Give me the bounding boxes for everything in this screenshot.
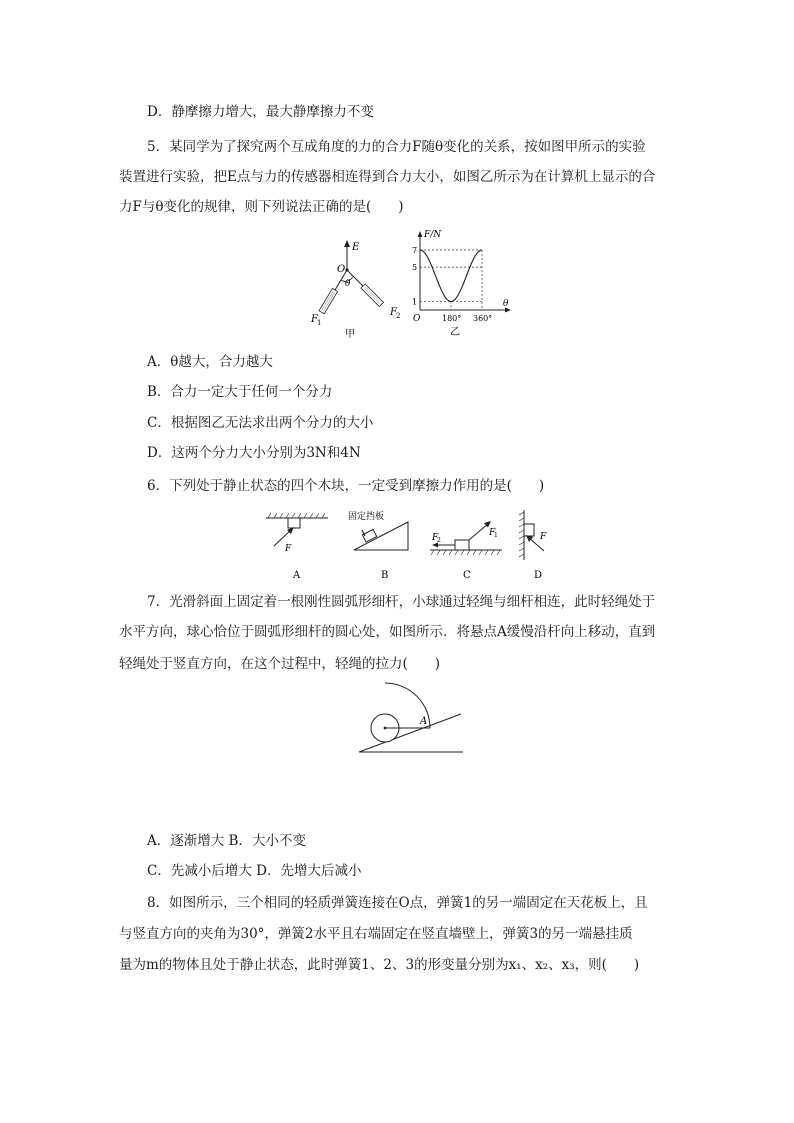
q6-figure-c (430, 521, 502, 581)
caption-d: D (534, 570, 543, 581)
q7-stem-line-2: 水平方向，球心恰位于圆弧形细杆的圆心处，如图所示．将悬点A缓慢沿杆向上移动，直到 (119, 624, 656, 640)
label-f1: F (311, 314, 318, 325)
block-a (288, 518, 300, 528)
q5-figure-yi (408, 228, 518, 340)
q4-option-d: D．静摩擦力增大，最大静摩擦力不变 (147, 104, 374, 120)
q5-figure-jia (305, 236, 405, 346)
q6-figures (262, 508, 562, 583)
q7-stem-line-1: 7．光滑斜面上固定着一根刚性圆弧形细杆，小球通过轻绳与细杆相连，此时轻绳处于 (147, 594, 656, 610)
incline-b (354, 522, 408, 550)
series-line-f (420, 250, 482, 301)
label-o: O (337, 264, 346, 275)
y-axis-label: F/N (424, 230, 442, 240)
label-theta: θ (345, 279, 351, 289)
q8-stem-line-3: 量为m的物体且处于静止状态，此时弹簧1、2、3的形变量分别为x₁、x₂、x₃，则( ) (119, 957, 640, 973)
force-f1-arrow (469, 523, 489, 540)
q7-options-cd: C．先减小后增大 D．先增大后减小 (147, 863, 362, 879)
block-c (455, 540, 469, 550)
caption-a: A (293, 570, 301, 581)
sensor-f1 (319, 288, 338, 313)
q5-option-d: D．这两个分力大小分别为3N和4N (147, 445, 361, 461)
q5-option-c: C．根据图乙无法求出两个分力的大小 (147, 415, 374, 431)
label-fixed-board: 固定挡板 (348, 512, 385, 522)
force-a-label: F (285, 544, 292, 554)
force-d-label: F (540, 532, 547, 542)
ball-center (384, 727, 387, 730)
x-tick-label-360: 360° (473, 314, 493, 323)
caption-jia: 甲 (345, 329, 355, 340)
q7-stem-line-3: 轻绳处于竖直方向，在这个过程中，轻绳的拉力( ) (119, 656, 441, 672)
block-d (524, 524, 534, 536)
x-axis-label: θ (503, 299, 509, 309)
q8-stem-line-1: 8．如图所示，三个相同的轻质弹簧连接在O点，弹簧1的另一端固定在天花板上，且 (147, 895, 648, 911)
label-a: A (420, 716, 428, 727)
q6-figure-d (519, 510, 547, 581)
label-f1-sub: 1 (317, 319, 322, 327)
y-tick-label-1: 1 (412, 297, 418, 307)
caption-b: B (381, 570, 389, 581)
q7-options-ab: A．逐渐增大 B．大小不变 (147, 833, 306, 849)
caption-yi: 乙 (450, 327, 460, 338)
q6-stem: 6．下列处于静止状态的四个木块，一定受到摩擦力作用的是( ) (147, 478, 545, 494)
q5-option-a: A．θ越大，合力越大 (147, 354, 273, 370)
force-f2-sub: 2 (437, 537, 441, 544)
label-f2-sub: 2 (396, 312, 401, 320)
sensor-f2 (361, 284, 384, 307)
label-e: E (352, 242, 360, 253)
label-f2: F (390, 307, 397, 318)
arrow-e (344, 240, 350, 247)
y-axis-arrow (418, 231, 423, 237)
force-f2-label: F (432, 533, 439, 543)
q5-stem-line-2: 装置进行实验，把E点与力的传感器相连得到合力大小，如图乙所示为在计算机上显示的合 (119, 169, 656, 185)
q5-stem-line-1: 5．某同学为了探究两个互成角度的力的合力F随θ变化的关系，按如图甲所示的实验 (147, 139, 646, 155)
origin-label: O (413, 314, 421, 324)
q6-figure-b (348, 510, 408, 581)
q8-stem-line-2: 与竖直方向的夹角为30°，弹簧2水平且右端固定在竖直墙壁上，弹簧3的另一端悬挂质 (119, 926, 633, 942)
force-f1-sub: 1 (494, 532, 498, 539)
y-tick-label-7: 7 (412, 246, 418, 255)
q5-stem-line-3: 力F与θ变化的规律，则下列说法正确的是( ) (119, 199, 404, 215)
x-tick-label-180: 180° (442, 314, 462, 323)
force-f1-label: F (489, 528, 496, 538)
y-tick-label-5: 5 (412, 263, 418, 273)
caption-c: C (463, 570, 471, 581)
q6-figure-a (266, 513, 328, 581)
q7-figure (355, 676, 485, 756)
q5-option-b: B．合力一定大于任何一个分力 (147, 384, 333, 400)
